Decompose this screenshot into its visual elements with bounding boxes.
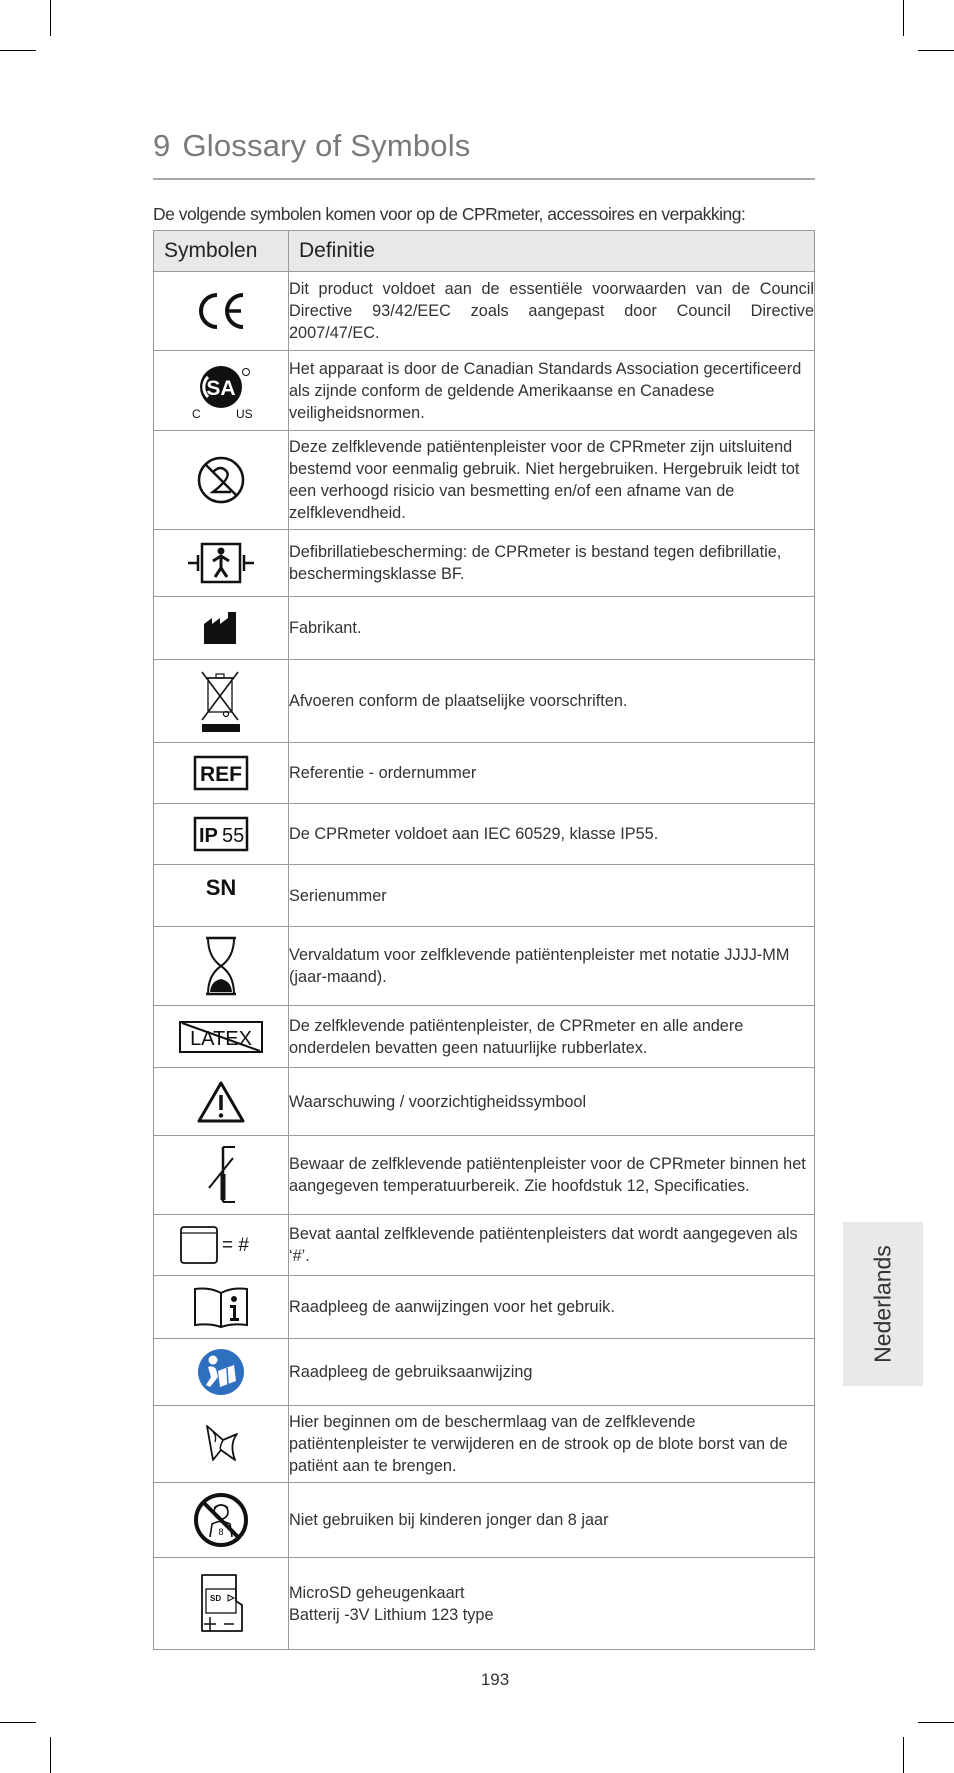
table-row (154, 1136, 815, 1215)
definition-cell: Bewaar de zelfklevende patiëntenpleister voor de CPRmeter binnen het aangegeven temperatuurbereik. Zie hoofdstuk 12, Specificaties. (289, 1136, 815, 1215)
peel-here-icon (199, 1420, 243, 1468)
page-number: 193 (480, 1670, 510, 1689)
table-row (154, 1558, 815, 1650)
definition-line: MicroSD geheugenkaart (289, 1583, 465, 1602)
csa-c-label: C (192, 406, 201, 421)
definition-cell: Waarschuwing / voorzichtigheidssymbool (289, 1068, 815, 1136)
ip-label: IP (199, 825, 218, 847)
serial-number-icon (201, 871, 241, 901)
definition-cell: Raadpleeg de aanwijzingen voor het gebruik. (289, 1276, 815, 1339)
table-row (154, 1276, 815, 1339)
svg-text:8: 8 (218, 1527, 224, 1537)
table-row (154, 1068, 815, 1136)
definition-cell: Vervaldatum voor zelfklevende patiëntenpleister met notatie JJJJ-MM (jaar-maand). (289, 927, 815, 1006)
crop-mark (50, 1737, 51, 1773)
table-row (154, 597, 815, 660)
definition-cell: Fabrikant. (289, 597, 815, 660)
latex-label: LATEX (190, 1027, 252, 1050)
defibrillation-proof-bf-icon (186, 541, 256, 585)
hourglass-expiry-icon (201, 935, 241, 997)
quantity-icon (179, 1223, 263, 1267)
table-row (154, 1006, 815, 1068)
col-header-symbol: Symbolen (154, 231, 289, 272)
definition-line: Batterij -3V Lithium 123 type (289, 1605, 494, 1624)
follow-instructions-blue-icon (196, 1347, 246, 1397)
table-row (154, 1483, 815, 1558)
crop-mark (0, 50, 36, 51)
table-row (154, 272, 815, 351)
warning-triangle-icon (196, 1080, 246, 1124)
sn-label: SN (205, 875, 237, 900)
no-children-icon (192, 1491, 250, 1549)
definition-cell: Raadpleeg de gebruiksaanwijzing (289, 1339, 815, 1406)
definition-cell: Referentie - ordernummer (289, 743, 815, 804)
definition-cell: Bevat aantal zelfklevende patiëntenpleisters dat wordt aangegeven als ‘#’. (289, 1215, 815, 1276)
table-row (154, 927, 815, 1006)
definition-cell: Serienummer (289, 865, 815, 927)
definition-cell: Afvoeren conform de plaatselijke voorschriften. (289, 660, 815, 743)
microsd-battery-icon (196, 1571, 246, 1637)
sd-label: SD (210, 1593, 222, 1603)
instructions-book-icon (192, 1285, 250, 1329)
ip55-icon (193, 816, 249, 852)
weee-disposal-icon (198, 668, 244, 734)
crop-mark (918, 1722, 954, 1723)
language-tab (843, 1222, 923, 1386)
crop-mark (918, 50, 954, 51)
table-row (154, 865, 815, 927)
language-tab-label: Nederlands (869, 1245, 896, 1363)
table-row (154, 431, 815, 530)
definition-cell: De zelfklevende patiëntenpleister, de CPRmeter en alle andere onderdelen bevatten geen natuurlijke rubberlatex. (289, 1006, 815, 1068)
glossary-table (153, 230, 815, 1650)
definition-cell: Het apparaat is door de Canadian Standards Association gecertificeerd als zijnde conform de geldende Amerikaanse en Canadese veiligheidsnormen. (289, 351, 815, 431)
csa-certification-icon (186, 361, 256, 421)
ce-mark-icon (193, 291, 249, 331)
table-header-row (154, 231, 815, 272)
table-row (154, 1215, 815, 1276)
crop-mark (903, 1737, 904, 1773)
single-use-icon (195, 454, 247, 506)
table-row (154, 1339, 815, 1406)
ip-number-label: 55 (222, 825, 245, 847)
table-row (154, 804, 815, 865)
definition-cell: De CPRmeter voldoet aan IEC 60529, klasse IP55. (289, 804, 815, 865)
crop-mark (0, 1722, 36, 1723)
table-row (154, 530, 815, 597)
manufacturer-icon (201, 610, 241, 646)
table-row (154, 743, 815, 804)
table-row (154, 351, 815, 431)
definition-cell (289, 1558, 815, 1650)
ref-label: REF (200, 763, 242, 786)
definition-cell: Hier beginnen om de beschermlaag van de zelfklevende patiëntenpleister te verwijderen en de strook op de blote borst van de patiënt aan te brengen. (289, 1406, 815, 1483)
table-row (154, 1406, 815, 1483)
latex-free-icon (178, 1019, 264, 1055)
section-title: Glossary of Symbols (182, 128, 471, 163)
crop-mark (50, 0, 51, 36)
quantity-label: = # (222, 1235, 249, 1256)
intro-text: De volgende symbolen komen voor op de CPRmeter, accessoires en verpakking: (153, 204, 746, 224)
section-number: 9 (153, 128, 171, 163)
definition-cell: Niet gebruiken bij kinderen jonger dan 8 jaar (289, 1483, 815, 1558)
definition-cell: Defibrillatiebescherming: de CPRmeter is bestand tegen defibrillatie, beschermingsklasse BF. (289, 530, 815, 597)
ref-icon (193, 755, 249, 791)
page-title (153, 128, 815, 180)
definition-cell: Deze zelfklevende patiëntenpleister voor de CPRmeter zijn uitsluitend bestemd voor eenmalig gebruik. Niet hergebruiken. Hergebruik leidt tot een verhoogd risicio van besmetting en/of een afname van de zelfklevendheid. (289, 431, 815, 530)
table-row (154, 660, 815, 743)
definition-cell: Dit product voldoet aan de essentiële voorwaarden van de Council Directive 93/42/EEC zoals aangepast door Council Directive 2007/47/EC. (289, 272, 815, 351)
col-header-definition: Definitie (289, 231, 815, 272)
temperature-limit-icon (201, 1144, 241, 1206)
csa-us-label: US (236, 406, 253, 421)
svg-text:SA: SA (206, 376, 236, 400)
crop-mark (903, 0, 904, 36)
